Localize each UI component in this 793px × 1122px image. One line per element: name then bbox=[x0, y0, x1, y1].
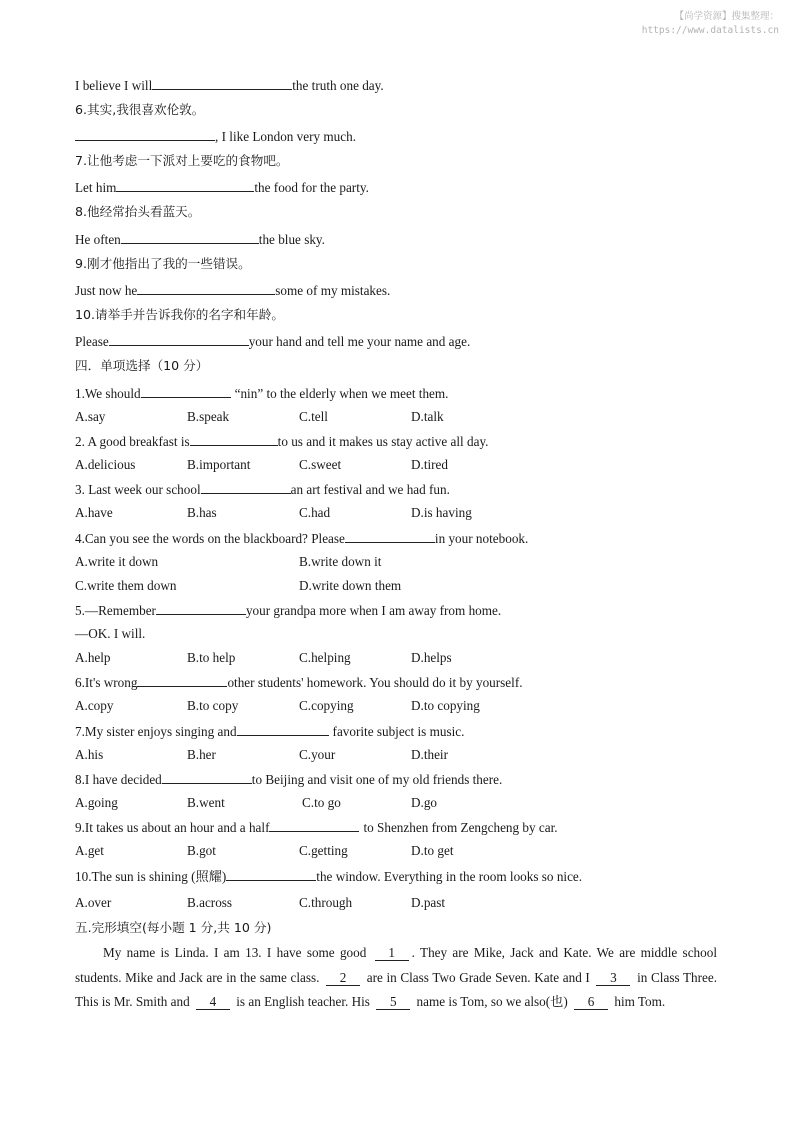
watermark bbox=[609, 10, 779, 38]
mc-q1-option-d[interactable]: D.talk bbox=[411, 409, 444, 424]
translation-q8-english: He often the blue sky. bbox=[75, 232, 325, 247]
mc-q5-option-b[interactable]: B.to help bbox=[187, 650, 236, 665]
mc-q1-stem: 1.We should “nin” to the elderly when we meet them. bbox=[75, 386, 449, 401]
mc-q2-option-b[interactable]: B.important bbox=[187, 457, 251, 472]
translation-q9-english: Just now he some of my mistakes. bbox=[75, 283, 391, 298]
mc-q4-option-b[interactable]: B.write down it bbox=[299, 554, 382, 569]
translation-q9-chinese: 9.刚才他指出了我的一些错误。 bbox=[75, 256, 251, 271]
watermark-url: https://www.datalists.cn bbox=[641, 25, 779, 36]
mc-q3-option-d[interactable]: D.is having bbox=[411, 505, 472, 520]
mc-q1-option-a[interactable]: A.say bbox=[75, 409, 106, 424]
mc-q4-stem: 4.Can you see the words on the blackboard? Please in your notebook. bbox=[75, 531, 529, 546]
mc-q1-option-c[interactable]: C.tell bbox=[299, 409, 328, 424]
mc-q7-option-c[interactable]: C.your bbox=[299, 747, 336, 762]
mc-q6-stem: 6.It's wrong other students' homework. You should do it by yourself. bbox=[75, 675, 523, 690]
answer-blank[interactable] bbox=[137, 282, 275, 295]
mc-q10-option-a[interactable]: A.over bbox=[75, 895, 112, 910]
mc-q2-option-c[interactable]: C.sweet bbox=[299, 457, 342, 472]
answer-blank[interactable] bbox=[121, 231, 259, 244]
mc-q5-option-d[interactable]: D.helps bbox=[411, 650, 452, 665]
mc-q8-option-d[interactable]: D.go bbox=[411, 795, 438, 810]
mc-q2-stem: 2. A good breakfast is to us and it makes us stay active all day. bbox=[75, 434, 489, 449]
translation-q10-english: Please your hand and tell me your name and age. bbox=[75, 334, 471, 349]
answer-blank[interactable] bbox=[345, 530, 435, 543]
cloze-passage: My name is Linda. I am 13. I have some good 1 . They are Mike, Jack and Kate. We are middle school students. Mike and Jack are in the same class. 2 are in Class Two Grade Seven. Kate and I 3 in Class Three. This is Mr. Smith and 4 is an English teacher. His 5 name is Tom, so we also(也) 6 him Tom. bbox=[75, 945, 718, 1010]
translation-q6-english: , I like London very much. bbox=[75, 128, 356, 145]
mc-q1-option-b[interactable]: B.speak bbox=[187, 409, 230, 424]
answer-blank[interactable] bbox=[162, 771, 252, 784]
cloze-blank-4[interactable]: 4 bbox=[196, 995, 230, 1010]
mc-q7-option-a[interactable]: A.his bbox=[75, 747, 104, 762]
answer-blank[interactable] bbox=[237, 723, 329, 736]
translation-q7-english: Let him the food for the party. bbox=[75, 180, 369, 195]
mc-q9-option-a[interactable]: A.get bbox=[75, 843, 104, 858]
mc-q4-option-a[interactable]: A.write it down bbox=[75, 554, 159, 569]
mc-q2-option-d[interactable]: D.tired bbox=[411, 457, 448, 472]
mc-q10-stem: 10.The sun is shining (照耀) the window. Everything in the room looks so nice. bbox=[75, 869, 583, 884]
cloze-blank-3[interactable]: 3 bbox=[596, 971, 630, 986]
answer-blank[interactable] bbox=[109, 333, 249, 346]
translation-q7-chinese: 7.让他考虑一下派对上要吃的食物吧。 bbox=[75, 153, 289, 168]
mc-q5-option-c[interactable]: C.helping bbox=[299, 650, 351, 665]
mc-q8-option-c[interactable]: C.to go bbox=[302, 795, 341, 810]
mc-q3-option-b[interactable]: B.has bbox=[187, 505, 217, 520]
answer-blank[interactable] bbox=[141, 385, 231, 398]
answer-blank[interactable] bbox=[152, 77, 292, 90]
section-4-title: 四．单项选择（10 分） bbox=[75, 358, 209, 373]
mc-q5-stem: 5.—Remember your grandpa more when I am away from home. bbox=[75, 603, 502, 618]
answer-blank[interactable] bbox=[201, 481, 291, 494]
mc-q7-option-b[interactable]: B.her bbox=[187, 747, 216, 762]
translation-q8-chinese: 8.他经常抬头看蓝天。 bbox=[75, 204, 201, 219]
mc-q8-stem: 8.I have decided to Beijing and visit one of my old friends there. bbox=[75, 772, 503, 787]
mc-q4-option-c[interactable]: C.write them down bbox=[75, 578, 177, 593]
mc-q8-option-a[interactable]: A.going bbox=[75, 795, 118, 810]
mc-q8-option-b[interactable]: B.went bbox=[187, 795, 225, 810]
mc-q3-option-c[interactable]: C.had bbox=[299, 505, 331, 520]
watermark-line-1: 【尚学资源】搜集整理： bbox=[674, 11, 779, 22]
answer-blank[interactable] bbox=[116, 179, 254, 192]
answer-blank[interactable] bbox=[226, 868, 316, 881]
answer-blank[interactable] bbox=[156, 602, 246, 615]
translation-q5-english: I believe I will the truth one day. bbox=[75, 78, 384, 93]
translation-q10-chinese: 10.请举手并告诉我你的名字和年龄。 bbox=[75, 307, 284, 322]
cloze-blank-2[interactable]: 2 bbox=[326, 971, 360, 986]
cloze-blank-5[interactable]: 5 bbox=[376, 995, 410, 1010]
cloze-blank-6[interactable]: 6 bbox=[574, 995, 608, 1010]
answer-blank[interactable] bbox=[137, 674, 227, 687]
answer-blank[interactable] bbox=[190, 433, 278, 446]
mc-q5-option-a[interactable]: A.help bbox=[75, 650, 111, 665]
mc-q7-stem: 7.My sister enjoys singing and favorite subject is music. bbox=[75, 724, 465, 739]
mc-q6-option-d[interactable]: D.to copying bbox=[411, 698, 480, 713]
mc-q2-option-a[interactable]: A.delicious bbox=[75, 457, 136, 472]
section-5-title: 五.完形填空(每小题 1 分,共 10 分) bbox=[75, 920, 272, 935]
mc-q3-option-a[interactable]: A.have bbox=[75, 505, 113, 520]
answer-blank[interactable] bbox=[75, 128, 215, 141]
mc-q6-option-b[interactable]: B.to copy bbox=[187, 698, 239, 713]
mc-q10-option-d[interactable]: D.past bbox=[411, 895, 446, 910]
mc-q6-option-a[interactable]: A.copy bbox=[75, 698, 114, 713]
mc-q7-option-d[interactable]: D.their bbox=[411, 747, 448, 762]
mc-q10-option-b[interactable]: B.across bbox=[187, 895, 233, 910]
mc-q6-option-c[interactable]: C.copying bbox=[299, 698, 354, 713]
mc-q5-reply: —OK. I will. bbox=[75, 626, 146, 641]
mc-q9-option-c[interactable]: C.getting bbox=[299, 843, 348, 858]
cloze-blank-1[interactable]: 1 bbox=[375, 946, 409, 961]
mc-q10-option-c[interactable]: C.through bbox=[299, 895, 353, 910]
mc-q4-option-d[interactable]: D.write down them bbox=[299, 578, 402, 593]
translation-q6-chinese: 6.其实,我很喜欢伦敦。 bbox=[75, 102, 205, 117]
mc-q9-option-d[interactable]: D.to get bbox=[411, 843, 454, 858]
mc-q9-stem: 9.It takes us about an hour and a half to Shenzhen from Zengcheng by car. bbox=[75, 820, 558, 835]
answer-blank[interactable] bbox=[269, 819, 359, 832]
mc-q3-stem: 3. Last week our school an art festival and we had fun. bbox=[75, 482, 450, 497]
mc-q9-option-b[interactable]: B.got bbox=[187, 843, 216, 858]
